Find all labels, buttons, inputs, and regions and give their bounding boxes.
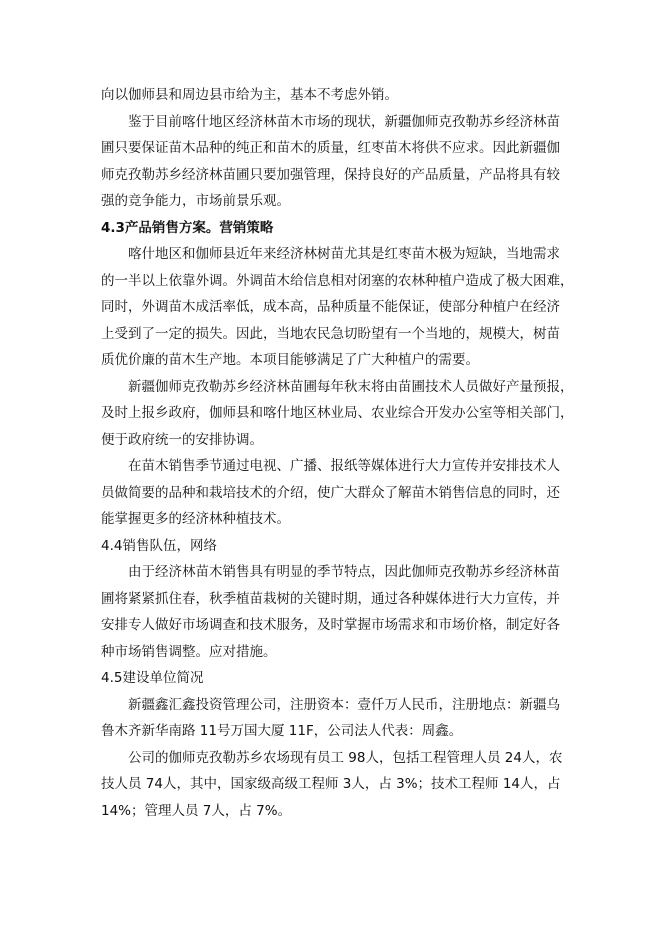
text-line: 圃将紧紧抓住春，秋季植苗栽树的关键时期，通过各种媒体进行大力宣传，并: [101, 590, 560, 607]
text-line: 新疆伽师克孜勒苏乡经济林苗圃每年秋末将由苗圃技术人员做好产量预报，: [128, 378, 574, 395]
text-line: 强的竞争能力，市场前景乐观。: [101, 193, 290, 209]
text-line: 圃只要保证苗木品种的纯正和苗木的质量，红枣苗木将供不应求。因此新疆伽: [101, 140, 560, 156]
text-line: 技人员 74人，其中，国家级高级工程师 3人，占 3%；技术工程师 14人，占: [101, 776, 561, 792]
text-line: 喀什地区和伽师县近年来经济林树苗尤其是红枣苗木极为短缺，当地需求: [128, 246, 560, 262]
paragraph-3: [101, 241, 574, 374]
paragraph-8: [101, 745, 563, 825]
section-heading-4-4: 4.4销售队伍，网络: [101, 537, 217, 554]
text-line: 鉴于目前喀什地区经济林苗木市场的现状，新疆伽师克孜勒苏乡经济林苗: [128, 113, 560, 130]
text-line: 员做简要的品种和栽培技术的介绍，使广大群众了解苗木销售信息的同时，还: [101, 484, 560, 501]
text-line: 在苗木销售季节通过电视、广播、报纸等媒体进行大力宣传并安排技术人: [128, 458, 560, 474]
text-line: 及时上报乡政府，伽师县和喀什地区林业局、农业综合开发办公室等相关部门，: [101, 405, 574, 421]
paragraph-7: [101, 692, 563, 745]
text-line: 鲁木齐新华南路 11号万国大厦 11F，公司法人代表：周鑫。: [101, 723, 463, 739]
text-line: 安排专人做好市场调查和技术服务，及时掌握市场需求和市场价格，制定好各: [101, 617, 560, 633]
text-line: 新疆鑫汇鑫投资管理公司，注册资本：壹仟万人民币，注册地点：新疆乌: [128, 696, 560, 713]
text-line: 由于经济林苗木销售具有明显的季节特点，因此伽师克孜勒苏乡经济林苗: [128, 564, 560, 580]
text-line: 质优价廉的苗木生产地。本项目能够满足了广大种植户的需要。: [101, 352, 479, 368]
section-heading-4-5: 4.5建设单位简况: [101, 670, 204, 686]
paragraph-4: [101, 374, 574, 454]
text-line: 便于政府统一的安排协调。: [101, 431, 263, 448]
text-line: 公司的伽师克孜勒苏乡农场现有员工 98人，包括工程管理人员 24人，农: [128, 749, 563, 766]
paragraph-2: [101, 109, 563, 215]
text-line: 上受到了一定的损失。因此，当地农民急切盼望有一个当地的，规模大，树苗: [101, 325, 560, 342]
text-line: 同时，外调苗木成活率低，成本高，品种质量不能保证，使部分种植户在经济: [101, 299, 560, 315]
paragraph-6: [101, 559, 563, 665]
text-line: 能掌握更多的经济林种植技术。: [101, 511, 290, 527]
text-line: 种市场销售调整。应对措施。: [101, 643, 277, 660]
section-heading-4-3: 4.3产品销售方案。营销策略: [101, 219, 274, 236]
text-line: 师克孜勒苏乡经济林苗圃只要加强管理，保持良好的产品质量，产品将具有较: [101, 166, 560, 183]
paragraph-1: [101, 82, 563, 109]
paragraph-5: [101, 453, 563, 533]
document-body: [101, 82, 574, 824]
text-line: 14%；管理人员 7人，占 7%。: [101, 802, 292, 819]
text-line: 的一半以上依靠外调。外调苗木给信息相对闭塞的农林种植户造成了极大困难，: [101, 272, 574, 289]
text-line: 向以伽师县和周边县市给为主，基本不考虑外销。: [101, 87, 398, 103]
